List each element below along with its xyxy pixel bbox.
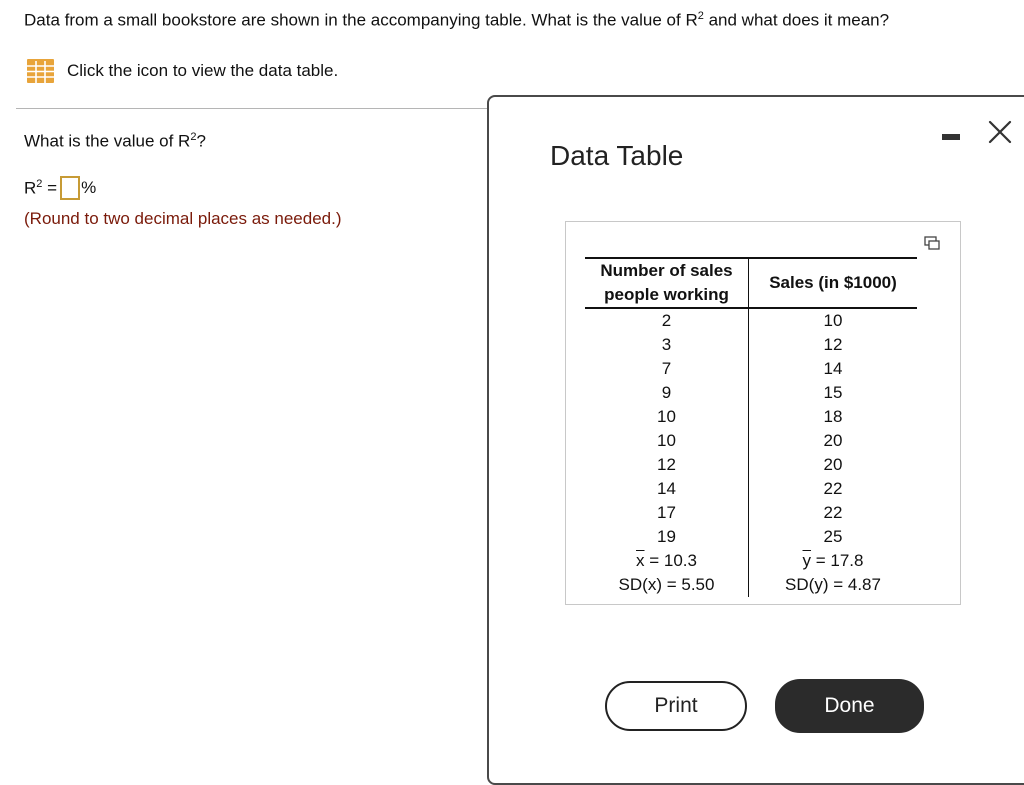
y-sd: SD(y) = 4.87: [785, 575, 881, 594]
cell-salespeople: 2: [585, 308, 749, 333]
minimize-icon[interactable]: [942, 134, 960, 140]
sub-question: What is the value of $R^2$?: [24, 131, 206, 151]
cell-sales: 15: [823, 383, 843, 402]
table-row: [585, 357, 917, 381]
y-mean: $\overline{y} = 17.8$: [802, 551, 864, 570]
table-icon[interactable]: [27, 59, 54, 83]
data-table-dialog: [487, 95, 1024, 785]
cell-salespeople: 10: [585, 405, 749, 429]
cell-salespeople: 17: [585, 501, 749, 525]
done-button[interactable]: Done: [775, 679, 924, 733]
data-table-link-text: Click the icon to view the data table.: [67, 61, 339, 80]
table-row: [585, 525, 917, 549]
cell-salespeople: 10: [585, 429, 749, 453]
table-row: [585, 453, 917, 477]
table-row: [585, 429, 917, 453]
table-row: [585, 501, 917, 525]
dialog-title: Data Table: [550, 140, 684, 171]
x-sd: SD(x) = 5.50: [585, 573, 749, 597]
table-summary-row: [585, 573, 917, 597]
rounding-note: (Round to two decimal places as needed.): [24, 209, 342, 228]
copy-icon[interactable]: [924, 236, 940, 250]
percent-unit: %: [81, 178, 97, 197]
table-summary-row: [585, 549, 917, 573]
r2-answer-input[interactable]: [60, 176, 80, 200]
table-row: [585, 333, 917, 357]
print-button[interactable]: Print: [605, 681, 747, 731]
divider: [16, 108, 491, 109]
cell-salespeople: 12: [585, 453, 749, 477]
cell-sales: 20: [823, 431, 843, 450]
data-table-frame: [565, 221, 961, 605]
cell-salespeople: 3: [585, 333, 749, 357]
question-text: Data from a small bookstore are shown in the accompanying table. What is the value of $R^2$ and what does it mean?: [24, 10, 890, 30]
cell-salespeople: 9: [585, 381, 749, 405]
table-header-row: [585, 258, 917, 308]
cell-sales: 12: [823, 335, 843, 354]
cell-salespeople: 7: [585, 357, 749, 381]
close-icon[interactable]: [987, 119, 1013, 145]
data-table-link-row: [27, 59, 338, 83]
cell-salespeople: 14: [585, 477, 749, 501]
cell-sales: 22: [823, 479, 843, 498]
cell-sales: 20: [823, 455, 843, 474]
x-mean: $\overline{x} = 10.3$: [585, 549, 749, 573]
cell-sales: 10: [823, 311, 843, 330]
table-row: [585, 381, 917, 405]
cell-salespeople: 19: [585, 525, 749, 549]
cell-sales: 14: [823, 359, 843, 378]
r2-label: $R^2$ =: [24, 177, 58, 198]
r2-answer-row: [24, 176, 96, 200]
column-header-sales: Sales (in $1000): [749, 258, 918, 308]
data-table: [585, 257, 917, 597]
table-row: [585, 308, 917, 333]
table-row: [585, 477, 917, 501]
column-header-salespeople: Number of sales people working: [585, 258, 749, 308]
cell-sales: 25: [823, 527, 843, 546]
table-row: [585, 405, 917, 429]
cell-sales: 22: [823, 503, 843, 522]
cell-sales: 18: [823, 407, 843, 426]
